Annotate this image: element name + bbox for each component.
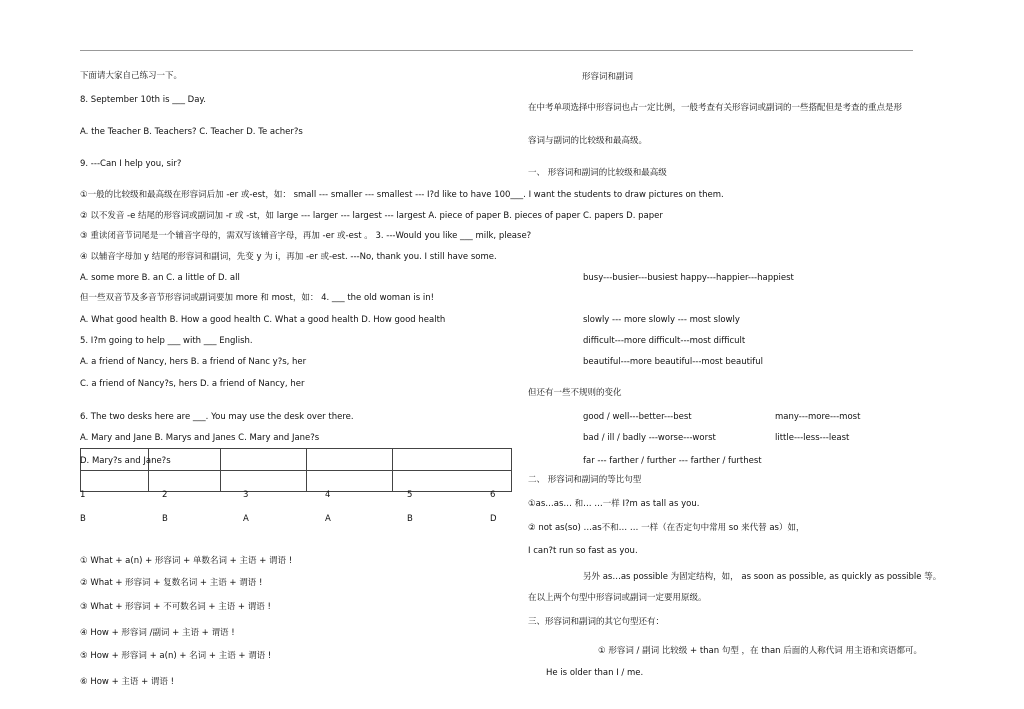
question-6-options-abc: A. Mary and Jane B. Marys and Janes C. Mary and Jane?s [80, 433, 320, 443]
intro-text: 下面请大家自己练习一下。 [80, 71, 183, 81]
equality-line: 在以上两个句型中形容词或副词一定要用原级。 [528, 593, 707, 603]
equality-line: I can?t run so fast as you. [528, 546, 638, 556]
equality-line: ①as…as… 和… …一样 I?m as tall as you. [528, 499, 700, 509]
question-5: 5. I?m going to help ___ with ___ English. [80, 336, 253, 346]
comparative-example: beautiful---more beautiful---most beautiful [583, 357, 764, 367]
answer-number: 1 [80, 490, 86, 500]
equality-line: ② not as(so) …as不和… … 一样（在否定句中常用 so 来代替 as）如， [528, 523, 805, 533]
answer-letter: B [162, 514, 168, 524]
irregular-example: bad / ill / badly ---worse---worst [583, 433, 716, 443]
heading-comparatives: 一、 形容词和副词的比较级和最高级 [528, 168, 667, 178]
irregular-heading: 但还有一些不规则的变化 [528, 388, 622, 398]
exclamation-pattern: ④ How + 形容词 /副词 + 主语 + 谓语 ! [80, 628, 235, 638]
question-3-options: A. some more B. an C. a little of D. all [80, 273, 240, 283]
comparative-example: busy---busier---busiest happy---happier---happiest [583, 273, 794, 283]
rule-4-line: ④ 以辅音字母加 y 结尾的形容词和副词，先变 y 为 i，再加 -er 或-est. ---No, thank you. I still have some. [80, 252, 497, 262]
answer-number: 3 [243, 490, 249, 500]
heading-other-patterns: 三、形容词和副词的其它句型还有： [528, 617, 665, 627]
other-pattern-line: He is older than I / me. [546, 668, 644, 678]
irregular-example: good / well---better---best [583, 412, 692, 422]
question-6-option-d: D. Mary?s and Jane?s [80, 456, 171, 466]
answer-number: 4 [325, 490, 331, 500]
header-rule [80, 50, 913, 51]
exclamation-pattern: ③ What + 形容词 + 不可数名词 + 主语 + 谓语 ! [80, 602, 271, 612]
answer-letter: A [325, 514, 331, 524]
exclamation-pattern: ① What + a(n) + 形容词 + 单数名词 + 主语 + 谓语 ! [80, 556, 293, 566]
intro-paragraph-line-2: 容词与副词的比较级和最高级。 [528, 136, 648, 146]
comparative-example: slowly --- more slowly --- most slowly [583, 315, 740, 325]
answer-number: 2 [162, 490, 168, 500]
question-5-options-cd: C. a friend of Nancy?s, hers D. a friend of Nancy, her [80, 379, 305, 389]
intro-paragraph-line-1: 在中考单项选择中形容词也占一定比例，一般考查有关形容词或副词的一些搭配但是考查的重点是形 [528, 103, 903, 113]
answer-letter: D [490, 514, 497, 524]
question-9: 9. ---Can I help you, sir? [80, 159, 182, 169]
other-pattern-line: ① 形容词 / 副词 比较级 + than 句型 ，在 than 后面的人称代词 用主语和宾语都可。 [598, 646, 922, 656]
rule-5-line: 但一些双音节及多音节形容词或副词要加 more 和 most，如： 4. ___ the old woman is in! [80, 293, 435, 303]
answer-grid [80, 448, 512, 492]
answer-number: 6 [490, 490, 496, 500]
section-title: 形容词和副词 [582, 72, 634, 82]
question-8-options: A. the Teacher B. Teachers? C. Teacher D. Te acher?s [80, 127, 303, 137]
irregular-example: little---less---least [775, 433, 850, 443]
question-6: 6. The two desks here are ___. You may use the desk over there. [80, 412, 354, 422]
answer-number: 5 [407, 490, 413, 500]
question-4-options: A. What good health B. How a good health C. What a good health D. How good health [80, 315, 446, 325]
irregular-example: many---more---most [775, 412, 861, 422]
answer-letter: A [243, 514, 249, 524]
irregular-example: far --- farther / further --- farther / furthest [583, 456, 762, 466]
rule-1-line: ①一般的比较级和最高级在形容词后加 -er 或-est，如： small --- smaller --- smallest --- I?d like to have 100___. I want the students to draw pictures on them. [80, 190, 724, 200]
exclamation-pattern: ② What + 形容词 + 复数名词 + 主语 + 谓语 ! [80, 578, 263, 588]
comparative-example: difficult---more difficult---most difficult [583, 336, 746, 346]
question-5-options-ab: A. a friend of Nancy, hers B. a friend of Nanc y?s, her [80, 357, 307, 367]
rule-2-line: ② 以不发音 -e 结尾的形容词或副词加 -r 或 -st，如 large --- larger --- largest --- largest A. piece of paper B. pieces of paper C. papers D. paper [80, 211, 663, 221]
rule-3-line: ③ 重读闭音节词尾是一个辅音字母的，需双写该辅音字母，再加 -er 或-est 。 3. ---Would you like ___ milk, please? [80, 231, 532, 241]
answer-letter: B [407, 514, 413, 524]
equality-line: 另外 as…as possible 为固定结构，如， as soon as possible, as quickly as possible 等。 [583, 572, 942, 582]
heading-equality: 二、 形容词和副词的等比句型 [528, 475, 642, 485]
exclamation-pattern: ⑥ How + 主语 + 谓语 ! [80, 677, 175, 687]
answer-letter: B [80, 514, 86, 524]
question-8: 8. September 10th is ___ Day. [80, 95, 206, 105]
exclamation-pattern: ⑤ How + 形容词 + a(n) + 名词 + 主语 + 谓语 ! [80, 651, 272, 661]
